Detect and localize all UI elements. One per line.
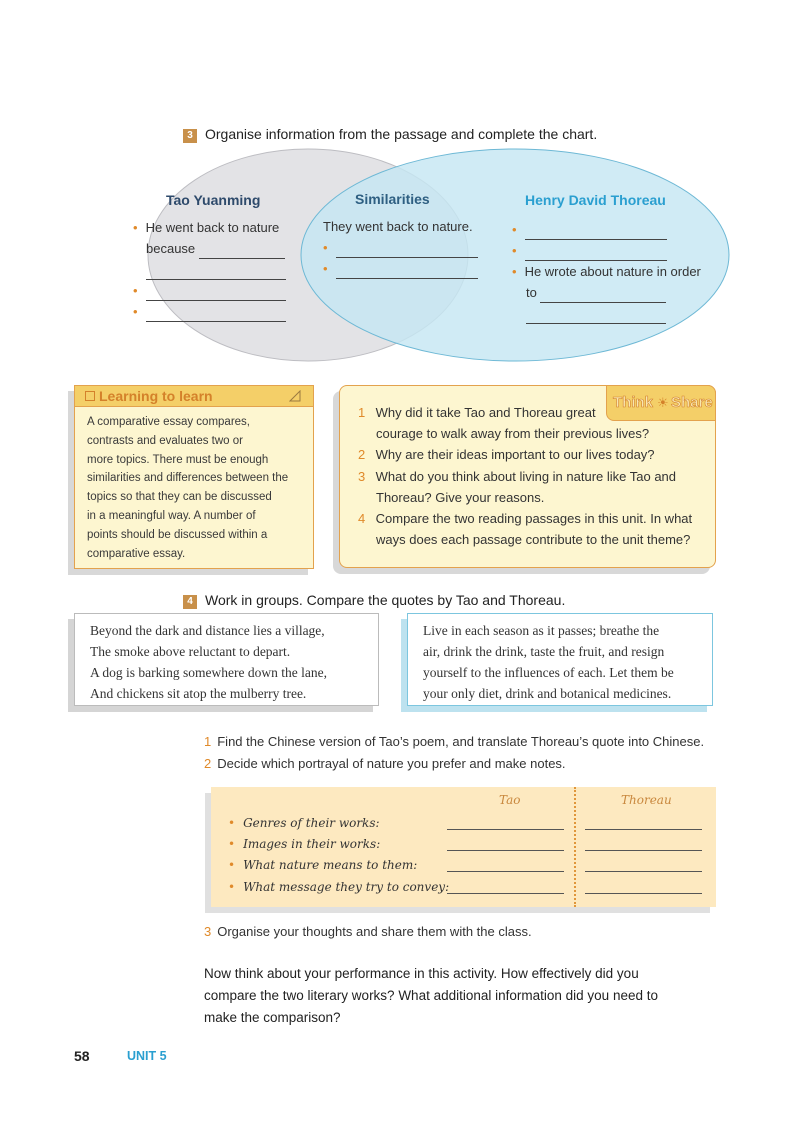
venn-left-item-1-text: He went back to nature [145,220,280,235]
notes-table [211,787,716,907]
quote-thoreau-box [407,613,713,706]
question-text-cont: Thoreau? Give your reasons. [376,489,545,505]
venn-right-item-3-text-cont: to [526,285,537,300]
bullet-icon: • [512,243,517,258]
answer-blank[interactable] [447,893,564,894]
learning-to-learn-title: Learning to learn [99,388,213,404]
task-number: 1 [204,734,212,749]
answer-blank[interactable] [447,871,564,872]
bullet-icon: • [133,283,138,298]
venn-middle-content [323,216,498,279]
task-text: Organise your thoughts and share them with the class. [217,924,532,939]
ll-line: contrasts and evaluates two or [87,434,243,447]
answer-blank[interactable] [447,829,564,830]
section-3-number: 3 [183,129,197,143]
section-3-instruction: Organise information from the passage and complete the chart. [205,126,598,142]
bullet-icon: • [323,240,328,255]
venn-title-thoreau: Henry David Thoreau [525,192,666,208]
question-text: Compare the two reading passages in this unit. In what [375,511,693,527]
think-label: Think [613,394,653,411]
share-label: Share [671,394,713,411]
answer-blank[interactable] [585,893,702,894]
ll-line: A comparative essay compares, [87,416,250,428]
section-4-instruction: Work in groups. Compare the quotes by Tao and Thoreau. [205,592,566,608]
bullet-icon: • [228,837,236,851]
reflection-line: Now think about your performance in this activity. How effectively did you [204,966,639,981]
quote-thoreau-line: yourself to the influences of each. Let them be [423,665,674,680]
quote-thoreau-line: your only diet, drink and botanical medicines. [423,686,672,701]
bullet-icon: • [228,880,236,894]
reflection-line: make the comparison? [204,1010,341,1025]
venn-left-item-1-text-cont: because [146,241,196,256]
section-4-tasks [204,731,744,775]
venn-right-content [512,219,722,324]
notes-row [228,858,417,872]
quote-thoreau-line: Live in each season as it passes; breathe the [423,623,660,638]
learning-to-learn-text [75,407,313,569]
learning-to-learn-header [75,386,313,407]
task-text: Find the Chinese version of Tao’s poem, and translate Thoreau’s quote into Chinese. [217,734,705,749]
question-item [358,508,708,529]
ll-line: points should be discussed within a [87,528,268,541]
question-item [358,444,708,465]
answer-blank[interactable] [525,246,667,261]
question-item [358,466,708,487]
bullet-icon: • [133,304,138,319]
section-4-number: 4 [183,595,197,609]
ll-line: in a meaningful way. A number of [87,509,256,522]
task-number: 2 [204,756,212,771]
bullet-icon: • [323,261,328,276]
answer-blank[interactable] [525,225,667,240]
answer-blank[interactable] [146,265,286,280]
unit-label: UNIT 5 [127,1049,167,1063]
quote-thoreau-line: air, drink the drink, taste the fruit, and resign [423,644,665,659]
answer-blank[interactable] [199,244,285,259]
question-text: Why did it take Tao and Thoreau great [375,405,596,420]
quote-tao-line: A dog is barking somewhere down the lane, [90,665,327,680]
bullet-icon: • [512,264,517,279]
ll-line: comparative essay. [87,547,186,560]
venn-left-item-1 [133,217,303,238]
answer-blank[interactable] [526,309,666,324]
notes-divider [574,787,576,907]
task-text: Decide which portrayal of nature you prefer and make notes. [217,756,566,771]
ll-line: more topics. There must be enough [87,453,269,466]
answer-blank[interactable] [585,871,702,872]
lightbulb-icon: ☀ [657,395,669,410]
think-share-box [339,385,716,568]
answer-blank[interactable] [585,829,702,830]
corner-triangle-icon [289,390,301,402]
notes-row [228,837,380,851]
question-text: Why are their ideas important to our lives today? [375,447,655,463]
answer-blank[interactable] [146,286,286,301]
venn-title-similarities: Similarities [355,191,430,207]
notes-row [228,816,380,830]
question-text-cont: courage to walk away from their previous lives? [376,426,650,442]
question-number: 4 [358,511,366,527]
question-number: 2 [358,447,366,463]
answer-blank[interactable] [540,288,666,303]
task-item [204,921,532,943]
quote-tao-line: And chickens sit atop the mulberry tree. [90,686,307,701]
section-3-heading [183,126,597,143]
bullet-icon: • [512,222,517,237]
question-text: What do you think about living in nature like Tao and [375,468,677,484]
venn-title-tao: Tao Yuanming [166,192,261,208]
section-4-heading [183,592,565,609]
venn-middle-statement: They went back to nature. [323,219,473,234]
venn-left-content [133,217,303,322]
notes-row-label: Genres of their works: [243,816,380,830]
question-number: 1 [358,405,366,420]
notes-col-tao: Tao [499,793,521,807]
task-item [204,753,744,775]
venn-right-item-3-text: He wrote about nature in order [524,264,701,279]
question-item [358,402,708,423]
answer-blank[interactable] [447,850,564,851]
answer-blank[interactable] [336,264,478,279]
answer-blank[interactable] [585,850,702,851]
page-number: 58 [74,1048,90,1064]
question-number: 3 [358,468,366,484]
checkbox-icon [85,391,95,401]
notes-row-label: Images in their works: [243,837,381,851]
think-share-questions [358,402,708,550]
bullet-icon: • [228,816,236,830]
learning-to-learn-box [74,385,314,569]
question-text-cont: ways does each passage contribute to the unit theme? [376,532,691,548]
task-number: 3 [204,924,212,939]
notes-col-thoreau: Thoreau [621,793,672,807]
bullet-icon: • [133,220,138,235]
quote-tao-box [74,613,379,706]
task-item [204,731,744,753]
answer-blank[interactable] [336,243,478,258]
quote-tao-line: Beyond the dark and distance lies a village, [90,623,325,638]
notes-row-label: What nature means to them: [243,858,418,872]
quote-tao-line: The smoke above reluctant to depart. [90,644,291,659]
notes-row [228,880,449,894]
reflection-line: compare the two literary works? What additional information did you need to [204,988,658,1003]
notes-row-label: What message they try to convey: [243,880,450,894]
reflection-paragraph [204,963,744,1029]
ll-line: similarities and differences between the [87,472,289,485]
ll-line: topics so that they can be discussed [87,491,272,504]
bullet-icon: • [228,858,236,872]
answer-blank[interactable] [146,307,286,322]
